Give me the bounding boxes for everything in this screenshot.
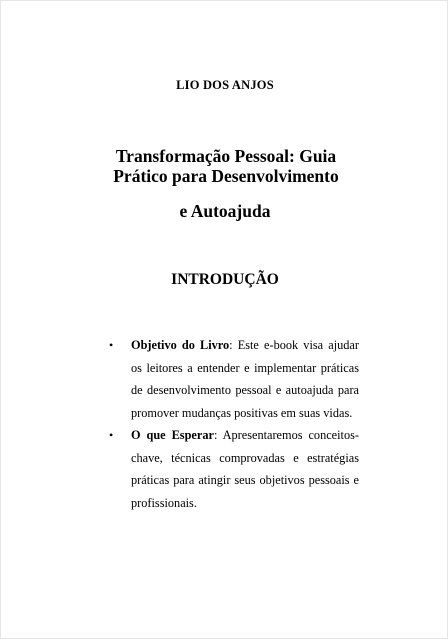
section-heading: INTRODUÇÃO bbox=[171, 271, 279, 288]
intro-bullet-list bbox=[109, 334, 359, 514]
bullet-label: O que Esperar bbox=[131, 428, 214, 442]
book-title: Transformação Pessoal: Guia Prático para Desenvolvimento bbox=[113, 146, 339, 186]
bullet-text: : Este e-book visa ajudar os leitores a entender e implementar práticas de desenvolvimento pessoal e autoajuda para promover mudanças positivas em suas vidas. bbox=[131, 338, 359, 420]
list-item bbox=[109, 334, 359, 424]
bullet-icon: • bbox=[109, 428, 114, 442]
bullet-label: Objetivo do Livro bbox=[131, 338, 230, 352]
list-item bbox=[109, 424, 359, 514]
book-title-continuation: e Autoajuda bbox=[179, 201, 271, 221]
bullet-icon: • bbox=[109, 338, 114, 352]
author-name: LIO DOS ANJOS bbox=[176, 78, 274, 92]
bullet-text: : Apresentaremos conceitos-chave, técnicas comprovadas e estratégias práticas para atingir seus objetivos pessoais e profissionais. bbox=[131, 428, 359, 510]
